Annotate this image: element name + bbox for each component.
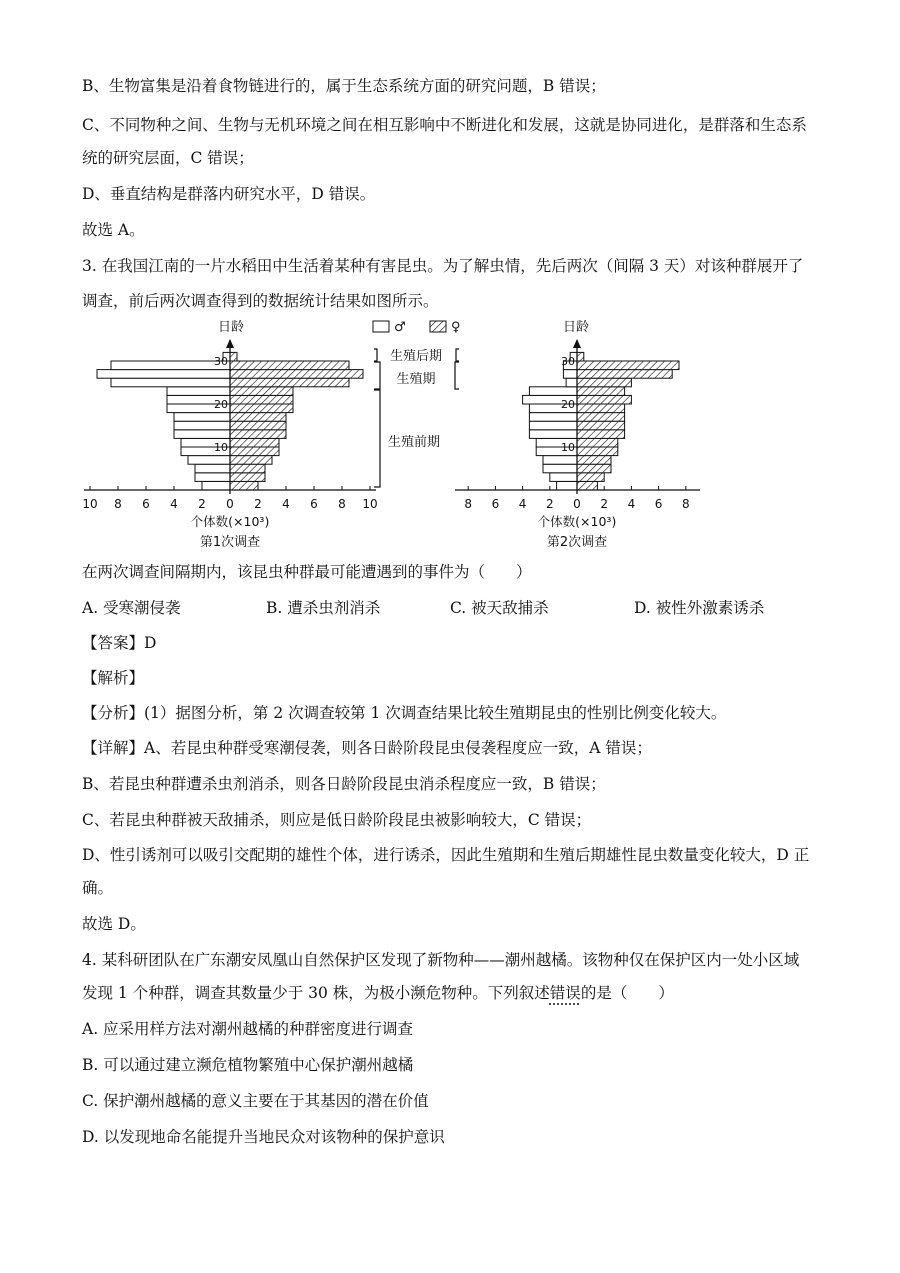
- male-bar: [111, 378, 230, 387]
- text-line: C、不同物种之间、生物与无机环境之间在相互影响中不断进化和发展，这就是协同进化，是群落和生态系: [82, 116, 807, 134]
- female-bar: [577, 464, 611, 473]
- male-bar: [529, 387, 577, 396]
- q3-option-d[interactable]: D. 被性外激素诱杀: [634, 599, 765, 617]
- male-bar: [174, 421, 230, 430]
- x-tick-label: 6: [310, 497, 318, 511]
- y-tick-label: 30: [561, 355, 575, 368]
- explanation-line: 【详解】A、若昆虫种群受寒潮侵袭，则各日龄阶段昆虫侵袭程度应一致，A 错误；: [82, 739, 652, 757]
- explanation-line: C、若昆虫种群被天敌捕杀，则应是低日龄阶段昆虫被影响较大，C 错误；: [82, 811, 592, 829]
- chart-1-title: 第1次调查: [199, 535, 261, 550]
- stage-brackets: [374, 349, 459, 487]
- male-bar: [543, 464, 577, 473]
- analysis-summary: 【分析】(1）据图分析，第 2 次调查较第 1 次调查结果比较生殖期昆虫的性别比例变化较大。: [82, 704, 727, 722]
- q3-option-c[interactable]: C. 被天敌捕杀: [450, 599, 549, 617]
- male-bar: [202, 481, 230, 490]
- female-bar: [577, 395, 631, 404]
- y-tick-label: 10: [214, 441, 228, 454]
- x-tick-label: 4: [518, 497, 527, 511]
- explanation-line: D、性引诱剂可以吸引交配期的雄性个体，进行诱杀，因此生殖期和生殖后期雄性昆虫数量变化较大，D 正: [82, 846, 810, 864]
- q4-stem-text: 发现 1 个种群，调查其数量少于 30 株，为极小濒危物种。下列叙述: [82, 984, 550, 1002]
- q4-emphasis: 错误: [549, 984, 581, 1002]
- female-bar: [577, 430, 625, 439]
- question-3-prompt: 在两次调查间隔期内，该昆虫种群最可能遭遇到的事件为（ ）: [82, 563, 532, 581]
- x-tick-label: 4: [627, 497, 636, 511]
- chart-2: [455, 339, 700, 511]
- male-bar: [529, 413, 577, 422]
- question-3-stem: 调查，前后两次调查得到的数据统计结果如图所示。: [82, 292, 439, 310]
- male-bar: [529, 421, 577, 430]
- female-bar: [230, 473, 265, 482]
- female-bar: [230, 395, 293, 404]
- stage-post-label: 生殖后期: [389, 349, 443, 364]
- stage-repro-label: 生殖期: [396, 372, 436, 387]
- answer: 【答案】D: [82, 634, 157, 652]
- x-tick-label: 4: [282, 497, 290, 511]
- female-bar: [577, 421, 625, 430]
- female-bar: [230, 430, 286, 439]
- q4-stem-tail: 的是（ ）: [580, 984, 674, 1002]
- male-bar: [174, 413, 230, 422]
- x-tick-label: 0: [226, 497, 234, 511]
- text-line: 统的研究层面，C 错误；: [82, 149, 254, 167]
- x-tick-label: 2: [198, 497, 206, 511]
- male-bar: [195, 464, 230, 473]
- text-line: B、生物富集是沿着食物链进行的，属于生态系统方面的研究问题，B 错误；: [82, 77, 606, 95]
- explanation-line: B、若昆虫种群遭杀虫剂消杀，则各日龄阶段昆虫消杀程度应一致，B 错误；: [82, 775, 606, 793]
- male-bar: [566, 378, 577, 387]
- legend-female-swatch: [430, 321, 446, 332]
- population-pyramid-figure: [0, 0, 900, 560]
- female-bar: [577, 404, 625, 413]
- chart-1-x-label: 个体数(×10³): [190, 514, 270, 529]
- x-tick-label: 2: [545, 497, 554, 511]
- q4-option-a[interactable]: A. 应采用样方法对潮州越橘的种群密度进行调查: [82, 1020, 414, 1038]
- female-bar: [577, 352, 584, 361]
- y-tick-label: 10: [561, 441, 575, 454]
- y-tick-label: 20: [561, 398, 575, 411]
- male-bar: [167, 387, 230, 396]
- male-bar: [188, 456, 230, 465]
- female-bar: [577, 378, 631, 387]
- female-bar: [230, 404, 293, 413]
- text-line: 故选 A。: [82, 221, 145, 239]
- q3-option-b[interactable]: B. 遭杀虫剂消杀: [266, 599, 381, 617]
- female-bar: [577, 481, 597, 490]
- question-4-stem: 4. 某科研团队在广东潮安凤凰山自然保护区发现了新物种——潮州越橘。该物种仅在保护区内一处小区域: [82, 951, 800, 969]
- chart-2-y-label: 日龄: [562, 320, 590, 335]
- male-bar: [557, 481, 577, 490]
- chart-1-y-label: 日龄: [217, 320, 245, 335]
- chart-1: [82, 339, 377, 511]
- y-tick-label: 20: [214, 398, 228, 411]
- female-bar: [577, 370, 672, 379]
- female-bar: [230, 464, 265, 473]
- explanation-line: 故选 D。: [82, 915, 146, 933]
- x-tick-label: 6: [491, 497, 500, 511]
- q4-option-b[interactable]: B. 可以通过建立濒危植物繁殖中心保护潮州越橘: [82, 1056, 414, 1074]
- x-tick-label: 8: [338, 497, 346, 511]
- analysis-heading: 【解析】: [82, 669, 145, 687]
- y-tick-label: 30: [214, 355, 228, 368]
- male-bar: [174, 430, 230, 439]
- x-tick-label: 8: [681, 497, 690, 511]
- text-line: D、垂直结构是群落内研究水平，D 错误。: [82, 185, 376, 203]
- y-axis-arrow: [573, 339, 581, 348]
- legend-female-label: ♀: [451, 320, 461, 335]
- q3-option-a[interactable]: A. 受寒潮侵袭: [82, 599, 181, 617]
- female-bar: [577, 413, 625, 422]
- female-bar: [230, 387, 293, 396]
- female-bar: [230, 352, 237, 361]
- explanation-line: 确。: [82, 879, 114, 897]
- male-bar: [97, 370, 230, 379]
- female-bar: [230, 456, 272, 465]
- x-tick-label: 6: [654, 497, 663, 511]
- female-bar: [230, 421, 286, 430]
- stage-pre-label: 生殖前期: [387, 435, 441, 450]
- q4-option-c[interactable]: C. 保护潮州越橘的意义主要在于其基因的潜在价值: [82, 1092, 429, 1110]
- male-bar: [195, 473, 230, 482]
- chart-2-x-label: 个体数(×10³): [537, 514, 617, 529]
- x-tick-label: 10: [82, 497, 98, 511]
- x-tick-label: 6: [142, 497, 150, 511]
- female-bar: [230, 361, 349, 370]
- x-tick-label: 8: [464, 497, 473, 511]
- question-4-stem: [82, 983, 674, 1003]
- female-bar: [230, 481, 258, 490]
- female-bar: [577, 361, 679, 370]
- legend-male-label: ♂: [394, 320, 406, 335]
- female-bar: [230, 447, 279, 456]
- female-bar: [230, 413, 286, 422]
- x-tick-label: 8: [114, 497, 122, 511]
- female-bar: [577, 447, 618, 456]
- chart-2-title: 第2次调查: [546, 535, 608, 550]
- male-bar: [550, 473, 577, 482]
- x-tick-label: 4: [170, 497, 178, 511]
- female-bar: [230, 378, 349, 387]
- female-bar: [577, 387, 625, 396]
- female-bar: [230, 370, 363, 379]
- y-axis-arrow: [226, 339, 234, 348]
- male-bar: [543, 456, 577, 465]
- male-bar: [111, 361, 230, 370]
- female-bar: [577, 438, 618, 447]
- x-tick-label: 0: [573, 497, 581, 511]
- q4-option-d[interactable]: D. 以发现地命名能提升当地民众对该物种的保护意识: [82, 1128, 445, 1146]
- female-bar: [577, 456, 611, 465]
- x-tick-label: 2: [254, 497, 262, 511]
- legend-male-swatch: [373, 321, 389, 332]
- male-bar: [529, 430, 577, 439]
- female-bar: [230, 438, 279, 447]
- male-bar: [563, 370, 577, 379]
- question-3-stem: 3. 在我国江南的一片水稻田中生活着某种有害昆虫。为了解虫情，先后两次（间隔 3 天）对该种群展开了: [82, 257, 804, 275]
- female-bar: [577, 473, 604, 482]
- x-tick-label: 2: [600, 497, 609, 511]
- x-tick-label: 10: [362, 497, 378, 511]
